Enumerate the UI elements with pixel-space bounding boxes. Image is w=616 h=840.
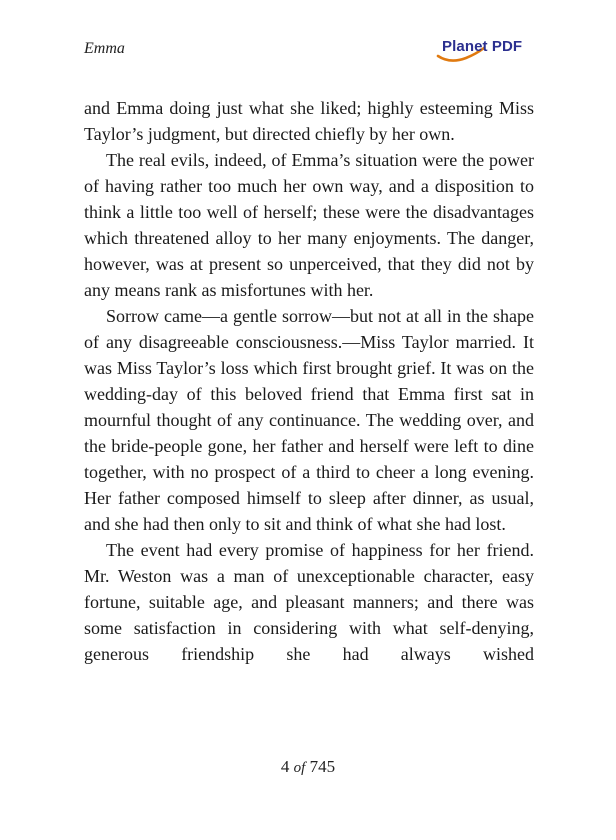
- page-body: [84, 95, 534, 667]
- book-title: Emma: [84, 40, 125, 57]
- page-number: 4: [280, 757, 290, 776]
- logo-text: Planet PDF: [442, 38, 523, 55]
- page-footer: [0, 757, 616, 777]
- paragraph: The event had every promise of happiness for her friend. Mr. Weston was a man of unexceptionable character, easy fortune, suitable age, and pleasant manners; and there was some satisfaction in considering with what self-denying, generous friendship she had always wished: [84, 540, 534, 664]
- planet-pdf-logo: [436, 38, 532, 62]
- paragraph: The real evils, indeed, of Emma’s situation were the power of having rather too much her own way, and a disposition to think a little too well of herself; these were the disadvantages which threatened alloy to her many enjoyments. The danger, however, was at present so unperceived, that they did not by any means rank as misfortunes with her.: [84, 150, 534, 300]
- page-header: [84, 38, 534, 62]
- paragraph: Sorrow came—a gentle sorrow—but not at all in the shape of any disagreeable consciousness.—Miss Taylor married. It was Miss Taylor’s loss which first brought grief. It was on the wedding-day of this beloved friend that Emma first sat in mournful thought of any continuance. The wedding over, and the bride-people gone, her father and herself were left to dine together, with no prospect of a third to cheer a long evening. Her father composed himself to sleep after dinner, as usual, and she had then only to sit and think of what she had lost.: [84, 306, 534, 534]
- paragraph: and Emma doing just what she liked; highly esteeming Miss Taylor’s judgment, but directed chiefly by her own.: [84, 98, 534, 144]
- total-pages: 745: [309, 757, 336, 776]
- page-of-word: of: [293, 760, 306, 776]
